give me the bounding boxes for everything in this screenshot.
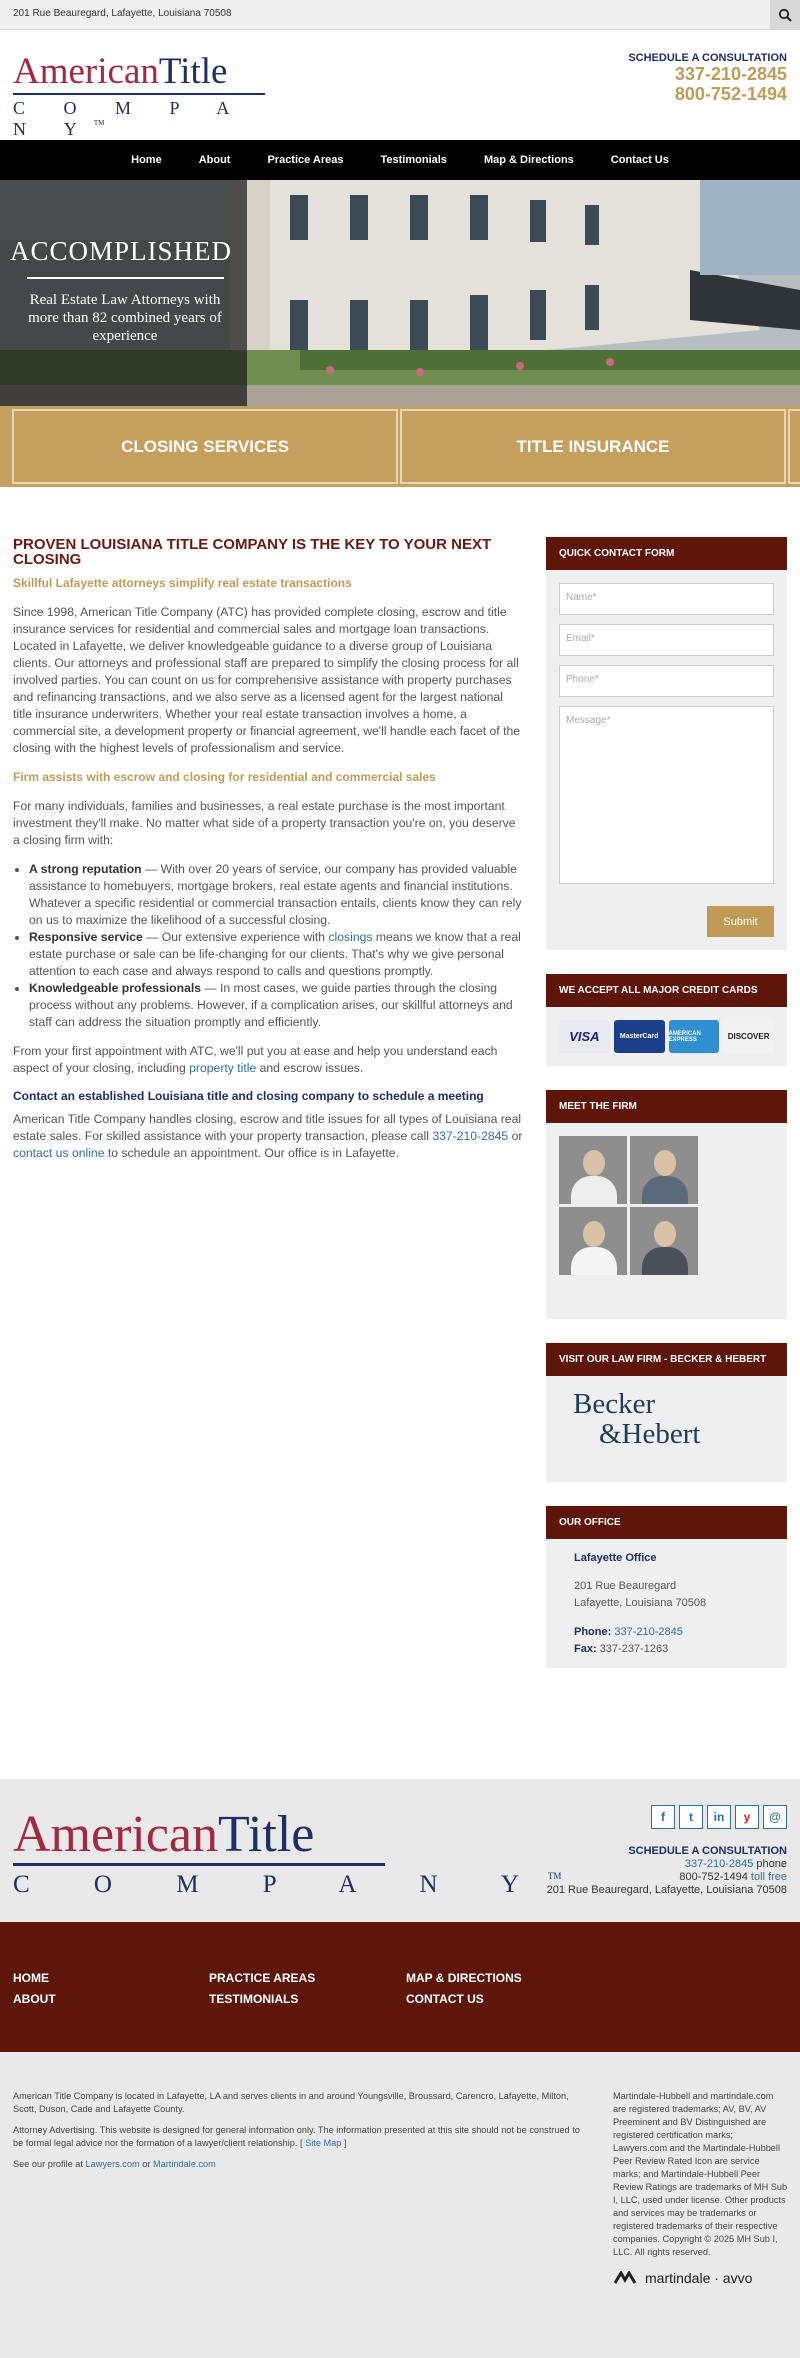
credit-cards-widget (546, 974, 787, 1066)
email-icon[interactable]: @ (763, 1805, 787, 1829)
header-contact (628, 52, 787, 104)
paragraph-4: American Title Company handles closing, escrow and title issues for all types of Louisiana real estate sales. For skilled assistance with your property transaction, please call 337-210-2845 or contact us online to schedule an appointment. Our office is in Lafayette. (13, 1112, 523, 1160)
widget-title: VISIT OUR LAW FIRM - BECKER & HEBERT (546, 1343, 787, 1376)
logo-word-title: Title (158, 51, 228, 92)
hero-rule (27, 277, 224, 279)
list-item: • Responsive service — Our extensive experience with closings means we know that a real estate purchase or sale can be life-changing for our clients. That's why we give personal attention to each case and always respond to calls and questions promptly. (29, 929, 523, 980)
top-address: 201 Rue Beauregard, Lafayette, Louisiana 70508 (13, 8, 232, 19)
contact-online-link[interactable]: contact us online (13, 1146, 105, 1160)
widget-title: MEET THE FIRM (546, 1090, 787, 1123)
name-input[interactable]: Name* (559, 583, 774, 615)
office-fax: Fax: 337-237-1263 (574, 1643, 669, 1655)
facebook-icon[interactable]: f (651, 1805, 675, 1829)
footer-nav (0, 1922, 800, 2052)
nav-about[interactable]: About (198, 154, 231, 166)
nav-contact-us[interactable]: Contact Us (610, 154, 669, 166)
subheading-2: Firm assists with escrow and closing for residential and commercial sales (13, 770, 436, 784)
meet-the-firm-widget (546, 1090, 787, 1319)
attorney-photo[interactable] (559, 1136, 627, 1204)
attorney-photo[interactable] (630, 1136, 698, 1204)
search-button[interactable] (770, 0, 800, 30)
footer-nav-testimonials[interactable]: TESTIMONIALS (209, 1992, 299, 2006)
nav-map-directions[interactable]: Map & Directions (483, 154, 574, 166)
footer-disclaimer (13, 2090, 583, 2179)
office-phone-link[interactable]: 337-210-2845 (614, 1626, 683, 1638)
hero-banner (0, 180, 800, 406)
top-bar (0, 0, 800, 30)
logo-word-company: C O M P A N Y (13, 98, 246, 139)
amex-card-icon: AMERICAN EXPRESS (669, 1020, 720, 1053)
footer-nav-map-directions[interactable]: MAP & DIRECTIONS (406, 1971, 522, 1985)
footer-service-area: American Title Company is located in Lafayette, LA and serves clients in and around Youngsville, Broussard, Carencro, Lafayette, Milton, Scott, Duson, Cade and Lafayette County. (13, 2091, 569, 2114)
quick-contact-form (546, 537, 787, 950)
footer-schedule-text: SCHEDULE A CONSULTATION (628, 1845, 787, 1857)
footer-phone-link[interactable]: 337-210-2845 (684, 1858, 754, 1870)
site-logo[interactable] (13, 52, 273, 140)
property-title-link[interactable]: property title (189, 1061, 257, 1075)
hero-title: ACCOMPLISHED (10, 236, 233, 266)
law-firm-widget (546, 1343, 787, 1482)
mastercard-icon: MasterCard (614, 1020, 665, 1053)
site-header (0, 30, 800, 140)
linkedin-icon[interactable]: in (707, 1805, 731, 1829)
footer-address: 201 Rue Beauregard, Lafayette, Louisiana 70508 (546, 1884, 787, 1896)
footer-bottom (0, 2052, 800, 2358)
hero-subtitle: Real Estate Law Attorneys with more than 82 combined years of experience (28, 292, 222, 344)
footer-nav-about[interactable]: ABOUT (13, 1992, 56, 2006)
phone-input[interactable]: Phone* (559, 665, 774, 697)
footer-advertising: Attorney Advertising. This website is designed for general information only. The information presented at this site should not be construed to be formal legal advice nor the formation of a lawyer/client relationship. [ Site Map ] (13, 2125, 580, 2148)
attorney-photo[interactable] (630, 1207, 698, 1275)
visa-card-icon: VISA (559, 1020, 610, 1053)
message-textarea[interactable]: Message* (559, 706, 774, 884)
office-phone: Phone: 337-210-2845 (574, 1626, 683, 1638)
attorney-photo[interactable] (559, 1207, 627, 1275)
search-icon (778, 8, 792, 22)
footer-nav-home[interactable]: HOME (13, 1971, 49, 1985)
martindale-link[interactable]: Martindale.com (152, 2159, 216, 2169)
office-widget (546, 1506, 787, 1668)
footer-legal-text: Martindale-Hubbell and martindale.com are registered trademarks; AV, BV, AV Preeminent and BV Distinguished are registered certification marks; Lawyers.com and the Martindale-Hubbell Peer Review Rated Icon are service marks; and Martindale-Hubbell Peer Review Ratings are trademarks of MH Sub I, LLC, used under license. Other products and services may be trademarks or registered trademarks of their respective companies. Copyright © 2025 MH Sub I, LLC. All rights reserved. (613, 2091, 788, 2257)
logo-rule (13, 93, 265, 95)
intro-paragraph: Since 1998, American Title Company (ATC) has provided complete closing, escrow and title insurance services for residential and commercial sales and mortgage loan transactions. Located in Lafayette, we deliver knowledgeable guidance to a diverse group of Louisiana clients. Our attorneys and professional staff are prepared to simplify the closing process for all involved parties. You can count on us for comprehensive assistance with property purchases and refinancing transactions, and we also serve as a licensed agent for the largest national title insurance underwriters. Whether your real estate transaction involves a home, a commercial site, a development property or financial agreement, we'll handle each facet of the closing with the highest levels of professionalism and service. (13, 605, 521, 755)
twitter-icon[interactable]: t (679, 1805, 703, 1829)
footer-nav-practice-areas[interactable]: PRACTICE AREAS (209, 1971, 316, 1985)
phone-link[interactable]: 337-210-2845 (432, 1129, 509, 1143)
header-phone-2[interactable]: 800-752-1494 (674, 84, 787, 104)
discover-card-icon: DISCOVER (723, 1020, 774, 1053)
main-nav (0, 140, 800, 180)
lawyers-link[interactable]: Lawyers.com (85, 2159, 140, 2169)
features-list (29, 861, 523, 1031)
main-section (0, 487, 800, 1779)
tile-closing-services[interactable]: CLOSING SERVICES (12, 409, 398, 484)
nav-home[interactable]: Home (131, 154, 162, 166)
logo-word-american: American (13, 51, 159, 92)
tile-edge (788, 409, 800, 484)
closings-link[interactable]: closings (328, 930, 373, 944)
social-links (651, 1805, 787, 1829)
martindale-logo-icon (613, 2271, 639, 2285)
list-item: • Knowledgeable professionals — In most cases, we guide parties through the closing process without any problems. However, if a complication arises, our skillful attorneys and staff can address the situation promptly and efficiently. (29, 980, 523, 1031)
yelp-icon[interactable]: y (735, 1805, 759, 1829)
office-name: Lafayette Office (574, 1552, 657, 1564)
footer-band (0, 1779, 800, 1922)
nav-testimonials[interactable]: Testimonials (380, 154, 447, 166)
footer-profiles: See our profile at Lawyers.com or Martindale.com (13, 2159, 216, 2169)
list-item: • A strong reputation — With over 20 years of service, our company has provided valuable assistance to homebuyers, mortgage brokers, real estate agents and financial institutions. Whatever a specific residential or commercial transaction entails, clients know they can rely on us to maximize the likelihood of a successful closing. (29, 861, 523, 929)
footer-legal (613, 2090, 788, 2285)
logo-tm: TM (93, 119, 105, 127)
martindale-avvo-logo[interactable]: martindale · avvo (613, 2271, 788, 2285)
email-input[interactable]: Email* (559, 624, 774, 656)
paragraph-2: For many individuals, families and businesses, a real estate purchase is the most important investment they'll make. No matter what side of a property transaction you're on, you deserve a closing firm with: (13, 799, 516, 847)
widget-title: QUICK CONTACT FORM (546, 537, 787, 570)
service-tiles (0, 406, 800, 487)
paragraph-3: From your first appointment with ATC, we'll put you at ease and help you understand each aspect of your closing, including property title and escrow issues. (13, 1044, 498, 1075)
subheading-1: Skillful Lafayette attorneys simplify real estate transactions (13, 576, 352, 590)
header-schedule-text: SCHEDULE A CONSULTATION (628, 52, 787, 64)
office-city: Lafayette, Louisiana 70508 (574, 1597, 707, 1609)
page-title: PROVEN LOUISIANA TITLE COMPANY IS THE KEY TO YOUR NEXT CLOSING (13, 536, 492, 568)
becker-hebert-logo[interactable]: Becker &Hebert (573, 1388, 701, 1450)
footer-tollfree-link[interactable]: toll free (747, 1871, 787, 1883)
office-street: 201 Rue Beauregard (574, 1580, 677, 1592)
subheading-3: Contact an established Louisiana title and closing company to schedule a meeting (13, 1089, 484, 1103)
sidebar (546, 537, 787, 1692)
site-map-link[interactable]: Site Map (305, 2138, 342, 2148)
footer-contact: SCHEDULE A CONSULTATION 337-210-2845 phone 800-752-1494 toll free 201 Rue Beauregard, Lafayette, Louisiana 70508 (546, 1845, 787, 1896)
footer-logo[interactable]: AmericanTitle C O M P A N Y™ (13, 1806, 562, 1898)
tile-title-insurance[interactable]: TITLE INSURANCE (400, 409, 786, 484)
nav-practice-areas[interactable]: Practice Areas (267, 154, 344, 166)
main-content (13, 537, 523, 1174)
footer-nav-contact-us[interactable]: CONTACT US (406, 1992, 484, 2006)
submit-button[interactable]: Submit (707, 906, 774, 937)
header-phone-1[interactable]: 337-210-2845 (674, 64, 787, 84)
widget-title: WE ACCEPT ALL MAJOR CREDIT CARDS (546, 974, 787, 1007)
widget-title: OUR OFFICE (546, 1506, 787, 1539)
